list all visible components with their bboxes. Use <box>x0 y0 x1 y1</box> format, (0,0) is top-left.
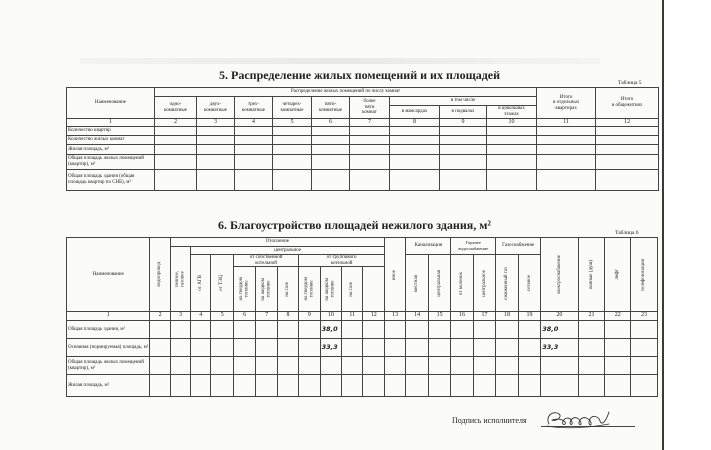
scan-smudge <box>80 58 600 64</box>
row-label: Общая площадь жилых помещений (квартир), м² <box>67 357 150 375</box>
handwritten-signature <box>543 404 613 432</box>
t6-head-own-gas: на газе <box>277 267 298 312</box>
scan-background <box>664 0 711 450</box>
row-label: Общая площадь жилых помещений (квартир), м² <box>67 155 155 170</box>
t6-head-own-solid: на твердом топливе <box>233 267 255 312</box>
t6-head-group: от группового котельной <box>299 255 385 267</box>
handwritten-value: 33,3 <box>320 339 341 357</box>
t6-head-group-empty <box>363 267 385 312</box>
t6-head-local: местная <box>406 255 428 312</box>
t6-head-heating: Отопление <box>170 238 384 247</box>
t6-head-gassupply: Газоснабжение <box>496 238 541 255</box>
row-label: Количество жилых комнат <box>67 136 155 145</box>
table-row <box>67 357 658 375</box>
t5-num: 2 <box>155 119 197 127</box>
t5-head-c1: одно- комнатные <box>155 97 197 119</box>
t6-num: 1 <box>67 312 150 321</box>
t6-number-row <box>67 312 658 321</box>
t5-num: 12 <box>596 119 659 127</box>
table-row <box>67 155 659 170</box>
t5-num: 7 <box>350 119 390 127</box>
t5-head-c3: трех- комнатные <box>235 97 273 119</box>
t5-head-total-dorm: Итого в общежитиях <box>596 88 659 119</box>
t6-head-hotwater: Горячее водоснабжение <box>451 238 496 255</box>
t5-head-c9: в цокольных этажах <box>487 106 537 119</box>
t6-num: 11 <box>342 312 363 321</box>
table-row <box>67 321 658 339</box>
handwritten-value: 38,0 <box>541 321 578 339</box>
row-label: Общая площадь здания (общая площадь квартир по СНБ), м² <box>67 170 155 191</box>
t6-num: 4 <box>191 312 211 321</box>
t5-head-name: Наименование <box>67 88 155 119</box>
t6-head-other: иное <box>384 238 405 312</box>
t6-num: 2 <box>150 312 170 321</box>
t5-head-c2: двух- комнатные <box>197 97 235 119</box>
t6-head-group-gas: на газе <box>342 267 363 312</box>
t6-head-network: сетевое <box>518 255 540 312</box>
t6-head-group-solid: на твердом топливе <box>299 267 320 312</box>
section6-title: 6. Благоустройство площадей нежилого здания, м² <box>218 218 491 232</box>
t5-head-by-rooms: Распределение жилых помещений по числу комнат <box>155 88 537 97</box>
t6-num: 16 <box>451 312 473 321</box>
table-row <box>67 127 659 136</box>
table6 <box>66 237 658 397</box>
t6-head-centr2: центральная <box>428 255 450 312</box>
t5-head-incl: в том числе <box>390 97 537 106</box>
t5-head-c5: пяти- комнатные <box>312 97 350 119</box>
row-label: Общая площадь здания, м² <box>67 321 150 339</box>
table-row <box>67 170 659 191</box>
t5-head-total-apts: Итого в отдельных квартирах <box>537 88 596 119</box>
row-label: Основная (нормируемая) площадь, м² <box>67 339 150 357</box>
t5-head-c8: в подвалах <box>440 106 487 119</box>
section5-title: 5. Распределение жилых помещений и их площадей <box>219 68 501 82</box>
t5-num: 1 <box>67 119 155 127</box>
t6-num: 17 <box>473 312 495 321</box>
t5-num: 11 <box>537 119 596 127</box>
t6-head-electric: электроснабжение <box>541 238 578 312</box>
t6-head-phone: телефонизация <box>631 238 658 312</box>
t6-num: 18 <box>496 312 518 321</box>
t6-head-name: Наименование <box>67 238 150 312</box>
row-label: Количество квартир <box>67 127 155 136</box>
t5-head-c6: более пяти комнат <box>350 97 390 119</box>
t5-num: 6 <box>312 119 350 127</box>
t6-num: 13 <box>384 312 405 321</box>
t6-num: 9 <box>299 312 320 321</box>
t6-num: 10 <box>320 312 341 321</box>
t6-num: 8 <box>277 312 298 321</box>
t6-head-tec: от ТЭЦ <box>211 255 233 312</box>
t5-num: 8 <box>390 119 440 127</box>
t6-num: 7 <box>256 312 277 321</box>
t6-head-group-liquid: на жидком топливе <box>320 267 341 312</box>
t5-head-c7: в мансардах <box>390 106 440 119</box>
t6-head-own: от собственной котельной <box>233 255 298 267</box>
t6-num: 20 <box>541 312 578 321</box>
t6-head-central: центральное <box>191 247 385 255</box>
t6-head-boiler: от колонок <box>451 255 473 312</box>
t6-head-bath: ванные (душ) <box>578 238 605 312</box>
signature-label: Подпись исполнителя <box>452 416 527 425</box>
t6-num: 23 <box>631 312 658 321</box>
t6-num: 15 <box>428 312 450 321</box>
t6-num: 19 <box>518 312 540 321</box>
t6-head-sewer: Канализация <box>406 238 451 255</box>
t6-head-atv: от АГВ <box>191 255 211 312</box>
t6-head-lift: лифт <box>605 238 631 312</box>
t5-head-c4: четырех- комнатные <box>273 97 312 119</box>
t6-head-water: водопровод <box>150 238 170 312</box>
handwritten-value: 33,3 <box>541 339 578 357</box>
table-row <box>67 339 658 357</box>
table5 <box>66 87 659 191</box>
t6-num: 22 <box>605 312 631 321</box>
t6-num: 14 <box>406 312 428 321</box>
t6-head-own-liquid: на жидком топливе <box>256 267 277 312</box>
t5-num: 9 <box>440 119 487 127</box>
table-row <box>67 375 658 397</box>
t6-num: 5 <box>211 312 233 321</box>
t6-head-centr3: центральное <box>473 255 495 312</box>
handwritten-value: 38,0 <box>320 321 341 339</box>
table-row <box>67 136 659 145</box>
row-label: Жилая площадь, м² <box>67 145 155 155</box>
t6-head-liquefied: сжиженный газ <box>496 255 518 312</box>
table5-number: Таблица 5 <box>618 80 642 86</box>
t6-num: 6 <box>233 312 255 321</box>
t6-num: 3 <box>170 312 190 321</box>
t5-num: 3 <box>197 119 235 127</box>
t5-num: 5 <box>273 119 312 127</box>
t5-num: 10 <box>487 119 537 127</box>
row-label: Жилая площадь, м² <box>67 375 150 397</box>
table6-number: Таблица 6 <box>615 230 639 236</box>
table-row <box>67 145 659 155</box>
t6-head-stove: печное, газовое <box>170 247 190 312</box>
t5-num: 4 <box>235 119 273 127</box>
t6-num: 21 <box>578 312 605 321</box>
t6-num: 12 <box>363 312 385 321</box>
t5-number-row <box>67 119 659 127</box>
